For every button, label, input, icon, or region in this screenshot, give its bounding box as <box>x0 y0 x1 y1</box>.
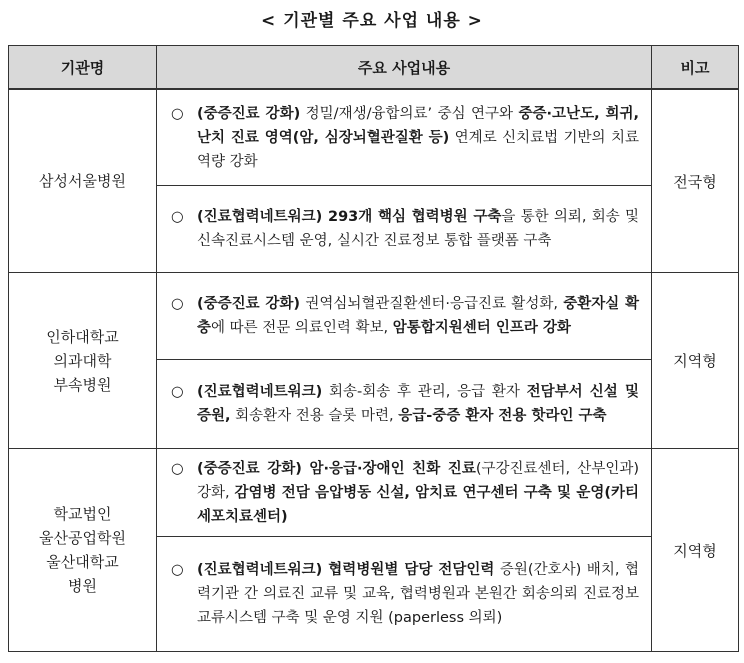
org-name-line: 병원 <box>68 577 97 595</box>
bold-text-segment: 암통합지원센터 인프라 강화 <box>392 320 571 336</box>
bold-text-segment: 응급-중증 환자 전용 핫라인 구축 <box>398 408 607 424</box>
text-segment: 증원(간호사) 배치, 협력기관 간 의료진 교류 및 교육, 협력병원과 본원간 회송의뢰 진료정보교류시스템 구축 및 운영 지원 (paperless 의뢰) <box>197 562 639 626</box>
bullet-icon: ○ <box>171 105 184 122</box>
org-name-cell <box>9 449 157 652</box>
table-header-row <box>9 46 739 90</box>
business-item <box>157 374 651 434</box>
note-cell: 전국형 <box>652 89 739 273</box>
bullet-icon: ○ <box>171 384 184 400</box>
header-content: 주요 사업내용 <box>157 46 652 90</box>
org-name-line: 울산대학교 <box>46 553 119 571</box>
document-title: < 기관별 주요 사업 내용 > <box>261 11 483 31</box>
business-content-cell <box>157 89 652 186</box>
business-item <box>157 96 651 180</box>
header-note: 비고 <box>652 46 739 90</box>
org-name-cell <box>9 273 157 449</box>
business-item <box>157 451 651 535</box>
org-name-cell <box>9 89 157 273</box>
business-content-cell <box>157 537 652 652</box>
bullet-icon: ○ <box>171 296 184 312</box>
bold-text-segment: (진료협력네트워크) <box>197 384 323 400</box>
business-content-cell <box>157 186 652 273</box>
text-segment: 에 따른 전문 의료인력 확보, <box>211 320 393 336</box>
bold-text-segment: 중환자실 확충 <box>197 296 639 336</box>
business-item <box>157 199 651 259</box>
org-name-line: 학교법인 <box>53 505 112 523</box>
text-segment: 회송-회송 후 관리, 응급 환자 <box>322 384 527 400</box>
business-item-text <box>197 205 639 253</box>
text-segment: 회송환자 전용 슬롯 마련, <box>230 408 399 424</box>
org-name-line: 인하대학교 <box>46 327 119 346</box>
text-segment: 을 통한 의뢰, 회송 및 신속진료시스템 운영, 실시간 진료정보 통합 플랫폼 구축 <box>197 209 639 249</box>
bold-text-segment: 중증·고난도, 희귀, 난치 진료 영역(암, 심장뇌혈관질환 등) <box>197 105 640 146</box>
text-segment: (구강진료센터, 산부인과) 강화, <box>197 460 639 501</box>
bullet-icon: ○ <box>171 209 184 225</box>
bullet-icon: ○ <box>171 460 184 477</box>
business-item-text <box>197 457 639 529</box>
note-cell: 지역형 <box>652 273 739 449</box>
business-item <box>157 286 651 346</box>
business-table <box>8 45 739 652</box>
bold-text-segment: 전담부서 신설 및 증원, <box>197 384 639 424</box>
business-content-cell <box>157 273 652 360</box>
text-segment: 정밀/재생/융합의료’ 중심 연구와 <box>300 105 519 122</box>
org-name-line: 삼성서울병원 <box>39 172 126 190</box>
text-segment: 권역심뇌혈관질환센터·응급진료 활성화, <box>300 296 564 312</box>
bold-text-segment: (진료협력네트워크) 293개 핵심 협력병원 구축 <box>197 209 502 225</box>
bold-text-segment: (진료협력네트워크) 협력병원별 담당 전담인력 <box>197 562 495 578</box>
table-row <box>9 273 739 360</box>
business-item-text <box>197 292 639 340</box>
bold-text-segment: (중증진료 강화) <box>197 296 301 312</box>
business-content-cell <box>157 449 652 537</box>
text-segment: 연계로 신치료법 기반의 치료 역량 강화 <box>197 129 639 170</box>
table-row <box>9 89 739 186</box>
org-name-line: 울산공업학원 <box>39 529 126 547</box>
business-item-text <box>197 102 639 174</box>
business-item-text <box>197 380 639 428</box>
bullet-icon: ○ <box>171 562 184 578</box>
bold-text-segment: (중증진료 강화) 암·응급·장애인 친화 진료 <box>197 460 476 477</box>
table-body <box>9 89 739 652</box>
business-item-text <box>197 558 639 630</box>
org-name-line: 의과대학 <box>53 351 112 370</box>
bold-text-segment: (중증진료 강화) <box>197 105 301 122</box>
header-org: 기관명 <box>9 46 157 90</box>
business-item <box>157 552 651 636</box>
table-row <box>9 449 739 537</box>
org-name-line: 부속병원 <box>53 375 112 394</box>
business-content-cell <box>157 360 652 449</box>
bold-text-segment: 감염병 전담 음압병동 신설, 암치료 연구센터 구축 및 운영(카티세포치료센터) <box>197 484 639 525</box>
note-cell: 지역형 <box>652 449 739 652</box>
